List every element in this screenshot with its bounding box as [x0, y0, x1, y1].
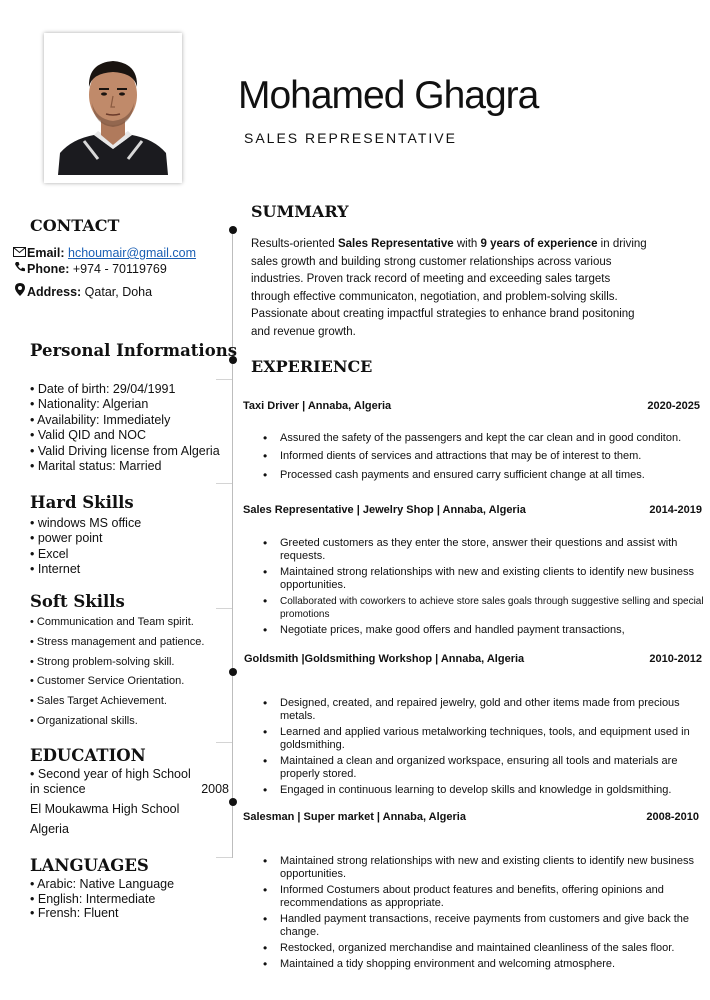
- list-item: • Valid Driving license from Algeria: [30, 444, 235, 459]
- list-item: • Collaborated with coworkers to achieve store sales goals through suggestive selling and special promotions: [254, 595, 710, 621]
- divider: [216, 608, 232, 609]
- envelope-icon: [12, 246, 27, 261]
- list-item: • Greeted customers as they enter the store, answer their questions and assist with requests.: [254, 537, 710, 563]
- phone-label: Phone:: [27, 262, 70, 276]
- hard-skills-list: [30, 516, 141, 578]
- divider: [216, 857, 232, 858]
- personal-heading: Personal Informations: [30, 341, 237, 360]
- list-item: • Availability: Immediately: [30, 413, 235, 428]
- languages-list: [30, 877, 174, 921]
- list-item: • Informed dients of services and attractions that may be of interest to them.: [254, 450, 694, 463]
- list-item: • Stress management and patience.: [30, 633, 204, 653]
- list-item: • Assured the safety of the passengers and kept the car clean and in good conditon.: [254, 432, 694, 445]
- list-item: • Learned and applied various metalworking techniques, tools, and equipment used in goldsmithing.: [254, 726, 694, 752]
- profile-photo: [54, 41, 172, 175]
- education-heading: EDUCATION: [30, 746, 146, 765]
- list-item: • Marital status: Married: [30, 459, 235, 474]
- contact-block: [12, 246, 227, 300]
- list-item: • Negotiate prices, make good offers and handled payment transactions,: [254, 624, 710, 637]
- list-item: • Maintained strong relationships with new and existing clients to identify new business opportunities.: [254, 566, 710, 592]
- phone-value: +974 - 70119769: [72, 262, 167, 276]
- profile-photo-frame: [44, 33, 182, 183]
- personal-list: [30, 382, 235, 474]
- address-label: Address:: [27, 285, 82, 299]
- job-title: Taxi Driver | Annaba, Algeria: [243, 400, 392, 412]
- divider: [216, 742, 232, 743]
- list-item: • Frensh: Fluent: [30, 906, 174, 921]
- job-title: Salesman | Super market | Annaba, Algeria: [243, 811, 466, 823]
- summary-bold: Sales Representative: [337, 238, 454, 250]
- list-item: • Valid QID and NOC: [30, 428, 235, 443]
- list-item: • Maintained a clean and organized workspace, ensuring all tools and materials are properly stored.: [254, 755, 694, 781]
- education-school: El Moukawma High School: [30, 802, 180, 816]
- list-item: • Restocked, organized merchandise and maintained cleanliness of the sales floor.: [254, 942, 710, 955]
- list-item: • Informed Costumers about product features and benefits, offering opinions and recommendations as appropriate.: [254, 884, 710, 910]
- candidate-name: Mohamed Ghagra: [238, 74, 539, 117]
- job-title: Sales Representative | Jewelry Shop | Annaba, Algeria: [243, 504, 526, 516]
- email-row: [12, 246, 227, 261]
- list-item: • Communication and Team spirit.: [30, 613, 204, 633]
- list-item: • Nationality: Algerian: [30, 397, 235, 412]
- list-item: • Engaged in continuous learning to develop skills and knowledge in goldsmithing.: [254, 784, 694, 797]
- summary-part: Results-oriented: [251, 238, 338, 250]
- list-item: • Organizational skills.: [30, 712, 204, 732]
- summary-part: in driving sales growth and building strong customer relationships across various industries. Proven track record of meeting and exceeding sales targets through effective communicaton, negotiation, and problem-solving skills. Passionate about creating impactful strategies to enhance brand positoning and revenue growth.: [251, 238, 647, 338]
- list-item: • Customer Service Orientation.: [30, 672, 204, 692]
- address-row: [12, 283, 227, 300]
- timeline-dot: [229, 668, 237, 676]
- timeline-line: [232, 228, 233, 858]
- list-item: • Excel: [30, 547, 141, 562]
- experience-heading: EXPERIENCE: [251, 357, 373, 376]
- job-dates: 2008-2010: [646, 811, 699, 823]
- list-item: • English: Intermediate: [30, 892, 174, 907]
- summary-bold: 9 years of experience: [480, 238, 598, 250]
- education-country: Algeria: [30, 822, 69, 836]
- list-item: • power point: [30, 531, 141, 546]
- education-degree-line1: Second year of high School: [37, 767, 191, 781]
- job-bullets: [254, 697, 694, 800]
- summary-part: with: [453, 238, 481, 250]
- list-item: • Strong problem-solving skill.: [30, 653, 204, 673]
- email-link[interactable]: hchoumair@gmail.com: [68, 246, 197, 260]
- education-block: [30, 767, 230, 837]
- candidate-role: SALES REPRESENTATIVE: [244, 130, 457, 146]
- list-item: • Date of birth: 29/04/1991: [30, 382, 235, 397]
- list-item: • Maintained strong relationships with new and existing clients to identify new business opportunities.: [254, 855, 710, 881]
- divider: [216, 483, 232, 484]
- soft-skills-heading: Soft Skills: [30, 592, 125, 611]
- address-value: Qatar, Doha: [84, 285, 153, 299]
- job-bullets: [254, 537, 710, 640]
- education-degree-row: [30, 782, 230, 797]
- email-label: Email:: [27, 246, 65, 260]
- hard-skills-heading: Hard Skills: [30, 493, 134, 512]
- location-pin-icon: [12, 283, 27, 300]
- job-dates: 2014-2019: [649, 504, 702, 516]
- list-item: • Maintained a tidy shopping environment and welcoming atmosphere.: [254, 958, 710, 971]
- education-degree: • Second year of high School: [30, 767, 191, 781]
- job-title: Goldsmith |Goldsmithing Workshop | Annaba, Algeria: [244, 653, 525, 665]
- phone-icon: [12, 261, 27, 277]
- list-item: • Processed cash payments and ensured carry sufficient change at all times.: [254, 469, 694, 482]
- job-dates: 2010-2012: [649, 653, 702, 665]
- soft-skills-list: [30, 613, 204, 732]
- languages-heading: LANGUAGES: [30, 856, 149, 875]
- education-degree-line2: in science: [30, 782, 86, 796]
- list-item: • Designed, created, and repaired jewelry, gold and other items made from precious metals.: [254, 697, 694, 723]
- list-item: • Sales Target Achievement.: [30, 692, 204, 712]
- education-year: 2008: [201, 782, 229, 796]
- list-item: • Handled payment transactions, receive payments from customers and give back the change.: [254, 913, 710, 939]
- summary-heading: SUMMARY: [251, 202, 349, 221]
- list-item: • Arabic: Native Language: [30, 877, 174, 892]
- job-bullets: [254, 855, 710, 974]
- list-item: • Internet: [30, 562, 141, 577]
- job-dates: 2020-2025: [647, 400, 700, 412]
- divider: [216, 379, 232, 380]
- job-bullets: [254, 432, 694, 485]
- summary-text: [251, 236, 651, 341]
- phone-row: [12, 261, 227, 277]
- list-item: • windows MS office: [30, 516, 141, 531]
- timeline-dot: [229, 226, 237, 234]
- contact-heading: CONTACT: [30, 216, 120, 235]
